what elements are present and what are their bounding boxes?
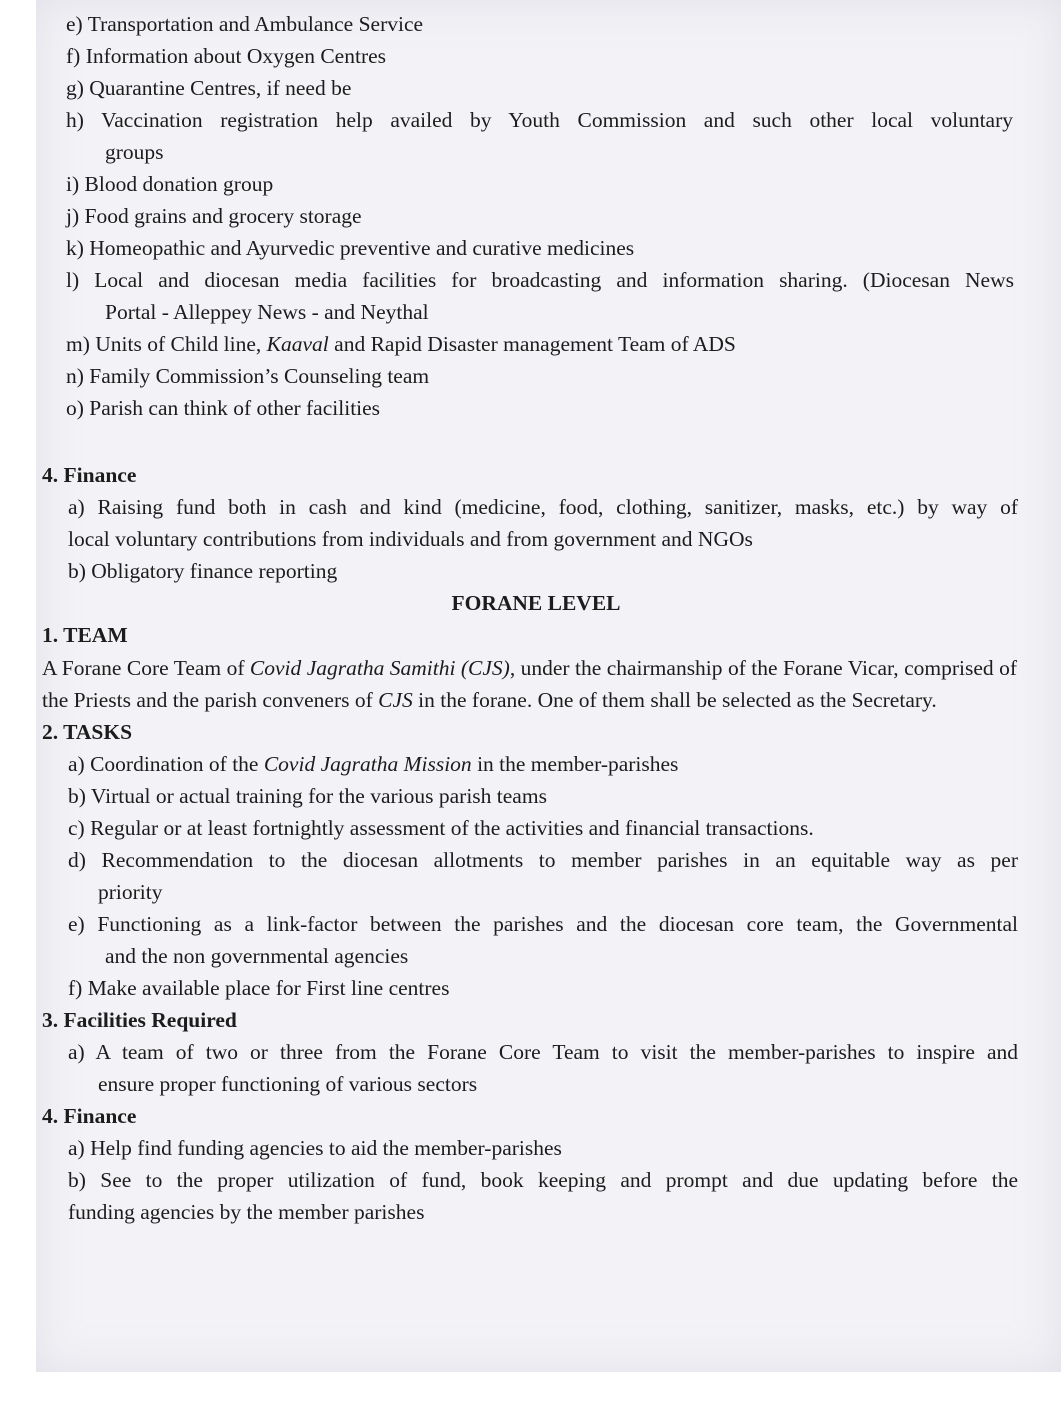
- list-item-continuation: funding agencies by the member parishes: [68, 1200, 425, 1224]
- list-item: b) See to the proper utilization of fund, book keeping and prompt and due updating before the: [68, 1168, 1018, 1192]
- list-item: i) Blood donation group: [66, 172, 274, 196]
- list-item: g) Quarantine Centres, if need be: [66, 76, 352, 100]
- list-item: a) Help find funding agencies to aid the member-parishes: [68, 1136, 562, 1160]
- document-body: [36, 0, 1061, 1228]
- section-heading: 1. TEAM: [42, 623, 128, 647]
- paragraph-text: A Forane Core Team of: [42, 656, 250, 680]
- list-item: b) Obligatory finance reporting: [68, 559, 338, 583]
- list-item: c) Regular or at least fortnightly assessment of the activities and financial transactions.: [68, 816, 814, 840]
- section-heading: 4. Finance: [42, 1104, 137, 1128]
- list-item: [36, 328, 1061, 360]
- list-item-text: in the member-parishes: [471, 752, 679, 776]
- list-item: o) Parish can think of other facilities: [66, 396, 381, 420]
- list-item-continuation: groups: [105, 140, 164, 164]
- list-item-italic: Kaaval: [266, 332, 329, 356]
- section-heading: 2. TASKS: [42, 720, 133, 744]
- list-item: a) Raising fund both in cash and kind (medicine, food, clothing, sanitizer, masks, etc.) by way of: [68, 495, 1018, 519]
- list-item: e) Transportation and Ambulance Service: [66, 12, 424, 36]
- list-item: f) Make available place for First line centres: [68, 976, 450, 1000]
- list-item-text: m) Units of Child line,: [66, 332, 267, 356]
- paragraph-text: , under the chairmanship of the Forane Vicar, comprised of the Priests and the parish conveners of: [42, 656, 1017, 712]
- list-item: b) Virtual or actual training for the various parish teams: [68, 784, 547, 808]
- team-paragraph: [36, 652, 1017, 716]
- list-item: e) Functioning as a link-factor between the parishes and the diocesan core team, the Governmental: [68, 912, 1018, 936]
- list-item-italic: Covid Jagratha Mission: [263, 752, 472, 776]
- document-page: [36, 0, 1061, 1372]
- paragraph-italic: Covid Jagratha Samithi (CJS): [249, 656, 510, 680]
- list-item-continuation: ensure proper functioning of various sectors: [98, 1072, 478, 1096]
- list-item: n) Family Commission’s Counseling team: [66, 364, 430, 388]
- section-heading: 3. Facilities Required: [42, 1008, 237, 1032]
- list-item: j) Food grains and grocery storage: [66, 204, 362, 228]
- list-item-continuation: and the non governmental agencies: [105, 944, 409, 968]
- list-item: h) Vaccination registration help availed by Youth Commission and such other local voluntary: [66, 108, 1013, 132]
- list-item-continuation: local voluntary contributions from individuals and from government and NGOs: [68, 527, 753, 551]
- list-item-continuation: priority: [98, 880, 163, 904]
- list-item: a) A team of two or three from the Forane Core Team to visit the member-parishes to inspire and: [68, 1040, 1018, 1064]
- list-item: l) Local and diocesan media facilities for broadcasting and information sharing. (Diocesan News: [66, 268, 1014, 292]
- page-title: FORANE LEVEL: [451, 591, 621, 615]
- paragraph-italic: CJS: [378, 688, 413, 712]
- list-item-continuation: Portal - Alleppey News - and Neythal: [105, 300, 429, 324]
- list-item-text: a) Coordination of the: [68, 752, 264, 776]
- list-item: f) Information about Oxygen Centres: [66, 44, 387, 68]
- paragraph-text: in the forane. One of them shall be selected as the Secretary.: [412, 688, 937, 712]
- list-item: [36, 748, 1061, 780]
- list-item-text: and Rapid Disaster management Team of ADS: [328, 332, 736, 356]
- list-item: k) Homeopathic and Ayurvedic preventive and curative medicines: [66, 236, 635, 260]
- list-item: d) Recommendation to the diocesan allotments to member parishes in an equitable way as per: [68, 848, 1018, 872]
- section-heading: 4. Finance: [42, 463, 137, 487]
